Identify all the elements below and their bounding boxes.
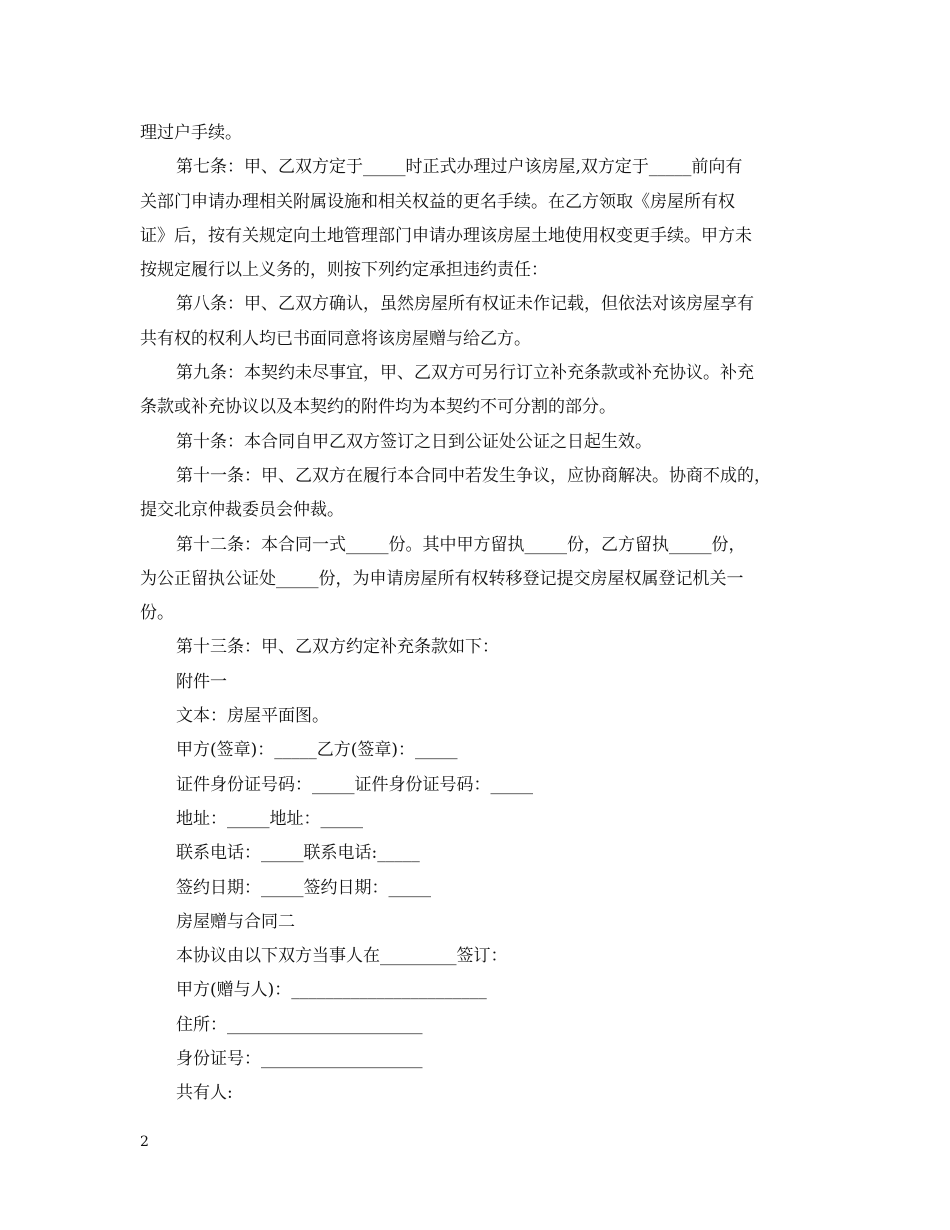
text-line: 地址：_____地址：_____ (176, 808, 363, 829)
text-line: 份。 (140, 603, 174, 624)
text-line: 本协议由以下双方当事人在_________签订： (176, 946, 508, 967)
text-line: 文本：房屋平面图。 (176, 706, 329, 727)
text-line: 签约日期：_____签约日期：_____ (176, 877, 431, 898)
text-line: 第十条：本合同自甲乙双方签订之日到公证处公证之日起生效。 (176, 431, 652, 452)
text-line: 证》后，按有关规定向土地管理部门申请办理该房屋土地使用权变更手续。甲方未 (140, 225, 752, 246)
text-line: 共有人: (176, 1083, 233, 1104)
text-line: 共有权的权利人均已书面同意将该房屋赠与给乙方。 (140, 328, 531, 349)
text-line: 附件一 (176, 671, 227, 692)
text-line: 理过户手续。 (140, 123, 242, 143)
text-line: 条款或补充协议以及本契约的附件均为本契约不可分割的部分。 (140, 397, 616, 418)
text-line: 甲方(赠与人)：_______________________ (176, 980, 487, 1001)
text-line: 为公正留执公证处_____份，为申请房屋所有权转移登记提交房屋权属登记机关一 (140, 568, 744, 589)
text-line: 提交北京仲裁委员会仲裁。 (140, 500, 344, 521)
text-line: 房屋赠与合同二 (176, 911, 295, 932)
text-line: 第十二条：本合同一式_____份。其中甲方留执_____份，乙方留执_____份， (176, 534, 746, 555)
text-line: 身份证号：___________________ (176, 1049, 423, 1070)
text-line: 联系电话：_____联系电话:_____ (176, 843, 420, 864)
text-line: 第十一条：甲、乙双方在履行本合同中若发生争议，应协商解决。协商不成的， (176, 465, 771, 486)
text-line: 第七条：甲、乙双方定于_____时正式办理过户该房屋,双方定于_____前向有 (176, 157, 743, 178)
page-number: 2 (140, 1134, 149, 1150)
text-line: 按规定履行以上义务的，则按下列约定承担违约责任： (140, 260, 548, 281)
text-line: 第九条：本契约未尽事宜，甲、乙双方可另行订立补充条款或补充协议。补充 (176, 363, 754, 384)
document-body (140, 116, 820, 1111)
text-line: 住所：_______________________ (176, 1014, 423, 1035)
text-line: 甲方(签章)：_____乙方(签章)：_____ (176, 740, 458, 761)
text-line: 第十三条：甲、乙双方约定补充条款如下： (176, 637, 499, 658)
text-line: 关部门申请办理相关附属设施和相关权益的更名手续。在乙方领取《房屋所有权 (140, 191, 735, 212)
text-line: 证件身份证号码：_____证件身份证号码：_____ (176, 774, 533, 795)
text-line: 第八条：甲、乙双方确认，虽然房屋所有权证未作记载，但依法对该房屋享有 (176, 294, 754, 315)
